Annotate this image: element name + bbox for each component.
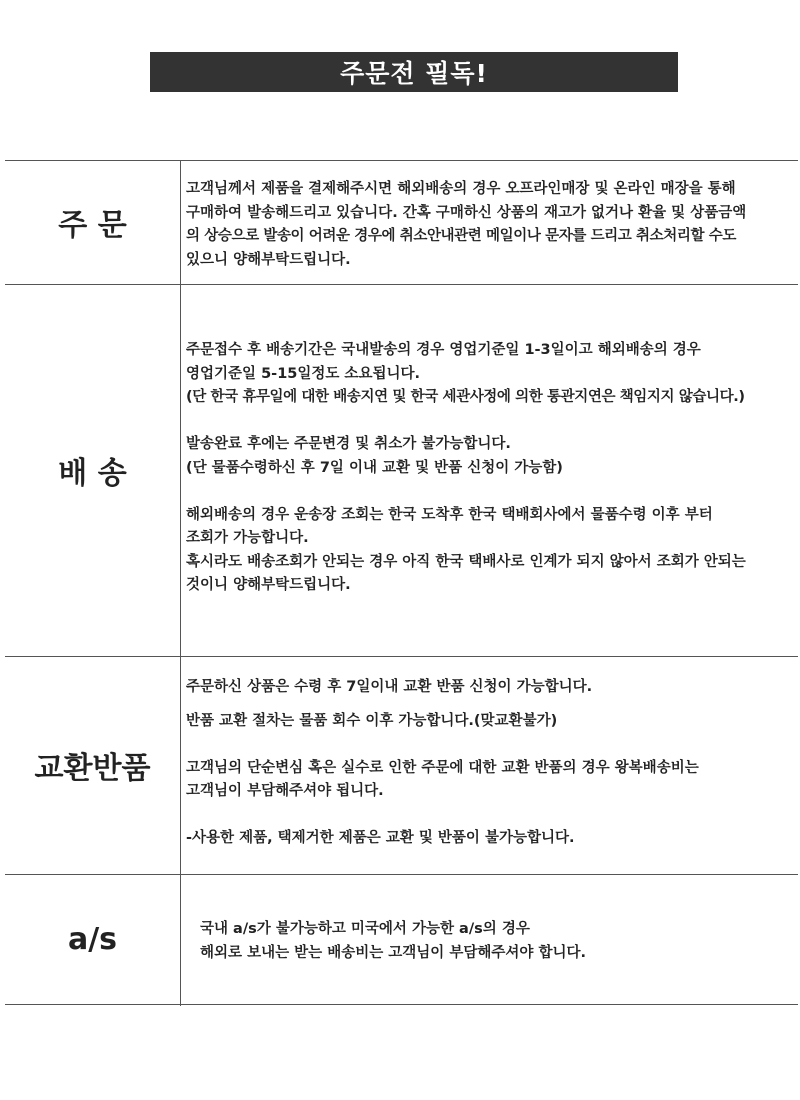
- content-line: (단 한국 휴무일에 대한 배송지연 및 한국 세관사정에 의한 통관지연은 책임지지 않습니다.): [186, 389, 745, 405]
- content-line: 영업기준일 5-15일정도 소요됩니다.: [186, 365, 420, 382]
- section-label-order: 주 문: [58, 208, 127, 243]
- content-line: 조회가 가능합니다.: [186, 530, 309, 546]
- content-line: -사용한 제품, 택제거한 제품은 교환 및 반품이 불가능합니다.: [186, 830, 575, 846]
- row-divider: [5, 1004, 798, 1005]
- content-line: 국내 a/s가 불가능하고 미국에서 가능한 a/s의 경우: [200, 921, 530, 937]
- content-line: 해외배송의 경우 운송장 조회는 한국 도착후 한국 택배회사에서 물품수령 이후 부터: [186, 506, 713, 523]
- section-content-shipping: [186, 339, 798, 598]
- section-label-exchange-return: 교환반품: [34, 751, 151, 786]
- content-line: 해외로 보내는 받는 배송비는 고객님이 부담해주셔야 합니다.: [200, 944, 586, 961]
- page-banner: [150, 52, 678, 92]
- content-line: (단 물품수령하신 후 7일 이내 교환 및 반품 신청이 가능함): [186, 459, 563, 476]
- content-line: 혹시라도 배송조회가 안되는 경우 아직 한국 택배사로 인계가 되지 않아서 조회가 안되는: [186, 553, 746, 570]
- column-divider: [180, 160, 181, 1006]
- content-line: 고객님께서 제품을 결제해주시면 해외배송의 경우 오프라인매장 및 온라인 매장을 통해: [186, 181, 736, 197]
- content-line: 고객님의 단순변심 혹은 실수로 인한 주문에 대한 교환 반품의 경우 왕복배송비는: [186, 759, 699, 776]
- content-line: 주문하신 상품은 수령 후 7일이내 교환 반품 신청이 가능합니다.: [186, 679, 593, 695]
- content-line: 있으니 양해부탁드립니다.: [186, 251, 351, 268]
- section-content-order: [186, 178, 798, 272]
- content-line: 것이니 양해부탁드립니다.: [186, 577, 351, 593]
- section-content-exchange-return: [186, 676, 798, 851]
- section-label-as: a/s: [67, 921, 118, 957]
- content-line: 반품 교환 절차는 물품 회수 이후 가능합니다.(맞교환불가): [186, 712, 558, 729]
- content-line: 의 상승으로 발송이 어려운 경우에 취소안내관련 메일이나 문자를 드리고 취소처리할 수도: [186, 228, 736, 244]
- section-content-as: [200, 918, 800, 965]
- content-line: 고객님이 부담해주셔야 됩니다.: [186, 783, 384, 799]
- content-line: 구매하여 발송해드리고 있습니다. 간혹 구매하신 상품의 재고가 없거나 환율 및 상품금액: [186, 204, 747, 221]
- section-label-shipping: 배 송: [58, 456, 127, 491]
- content-line: 발송완료 후에는 주문변경 및 취소가 불가능합니다.: [186, 436, 511, 452]
- content-line: 주문접수 후 배송기간은 국내발송의 경우 영업기준일 1-3일이고 해외배송의 경우: [186, 342, 701, 358]
- banner-title: 주문전 필독!: [340, 59, 488, 88]
